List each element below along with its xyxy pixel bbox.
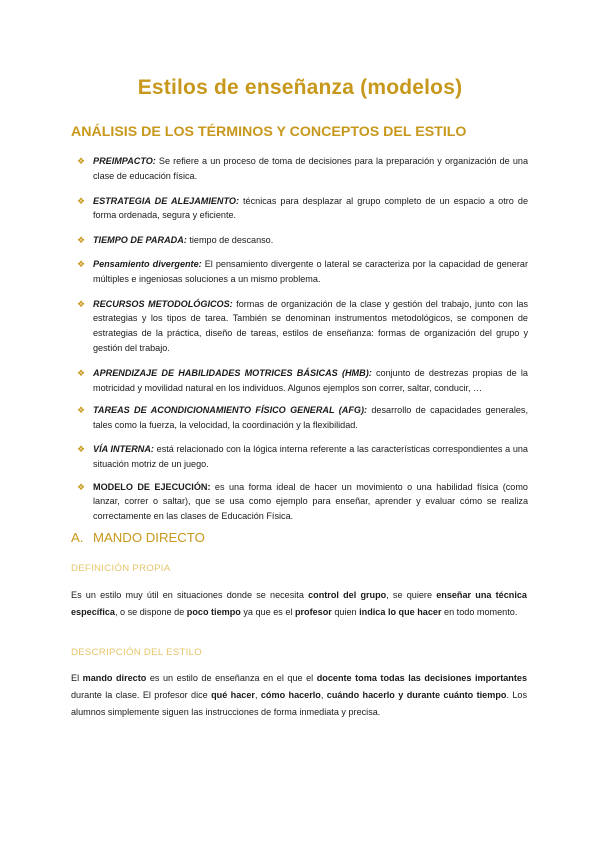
glossary-item (76, 442, 528, 472)
bold-run: docente toma todas las decisiones importantes (316, 673, 527, 683)
glossary-item (76, 366, 528, 396)
glossary-definition: está relacionado con la lógica interna referente a las características correspondientes a una situación motriz de un juego. (93, 443, 528, 469)
section-number: A. (71, 530, 84, 545)
text-run: durante la clase. El profesor dice (71, 690, 212, 701)
text-run: quien (331, 607, 360, 618)
subheading-definicion: DEFINICIÓN PROPIA (71, 563, 171, 574)
glossary-definition: formas de organización de la clase y gestión del trabajo, junto con las estrategias y los tipos de tarea. También se denominan instrumentos metodológicos, se componen de estrategias de la práctica, diseño de tareas, estilos de enseñanza: formas de organización del grupo y gestión del trabajo. (93, 298, 528, 353)
glossary-term: MODELO DE EJECUCIÓN: (93, 481, 211, 492)
bold-run: cómo hacerlo (260, 690, 321, 701)
glossary-item (76, 257, 528, 287)
glossary-term: Pensamiento divergente: (93, 258, 202, 269)
diamond-bullet-icon: ❖ (77, 258, 86, 269)
bold-run: qué hacer (211, 690, 255, 701)
glossary-item (76, 194, 528, 224)
bold-run: enseñar una técnica específica (71, 590, 527, 618)
section-heading-mando-directo (71, 530, 205, 545)
glossary-term: APRENDIZAJE DE HABILIDADES MOTRICES BÁSICAS (HMB): (93, 367, 372, 378)
glossary-term: ESTRATEGIA DE ALEJAMIENTO: (93, 195, 239, 206)
glossary-term: RECURSOS METODOLÓGICOS: (93, 298, 233, 309)
glossary-item (76, 297, 528, 356)
glossary-item (76, 154, 528, 184)
diamond-bullet-icon: ❖ (77, 298, 86, 309)
subheading-descripcion: DESCRIPCIÓN DEL ESTILO (71, 647, 202, 658)
diamond-bullet-icon: ❖ (77, 367, 86, 378)
diamond-bullet-icon: ❖ (77, 443, 86, 454)
diamond-bullet-icon: ❖ (77, 195, 86, 206)
text-run: , se quiere (386, 590, 437, 600)
section-heading-analysis: ANÁLISIS DE LOS TÉRMINOS Y CONCEPTOS DEL ESTILO (71, 124, 467, 140)
diamond-bullet-icon: ❖ (77, 156, 86, 166)
diamond-bullet-icon: ❖ (77, 405, 86, 416)
bold-run: poco tiempo (186, 607, 241, 618)
paragraph-definicion (71, 587, 527, 621)
glossary-item (76, 233, 528, 248)
diamond-bullet-icon: ❖ (77, 481, 86, 492)
glossary-definition: técnicas para desplazar al grupo completo de un espacio a otro de forma ordenada, segura y eficiente. (93, 195, 529, 221)
paragraph-descripcion (71, 670, 527, 722)
glossary-definition: El pensamiento divergente o lateral se caracteriza por la capacidad de generar múltiples e ingeniosas soluciones a un mismo problema. (93, 258, 528, 284)
text-run: Es un estilo muy útil en situaciones donde se necesita (71, 590, 309, 600)
glossary-list (76, 154, 528, 524)
glossary-term: TIEMPO DE PARADA: (93, 235, 187, 246)
glossary-term: TAREAS DE ACONDICIONAMIENTO FÍSICO GENERAL (AFG): (93, 405, 368, 416)
bold-run: mando directo (82, 673, 147, 683)
glossary-definition: tiempo de descanso. (186, 235, 274, 246)
glossary-item (76, 480, 528, 524)
glossary-definition: conjunto de destrezas propias de la motricidad y movilidad natural en los individuos. Algunos ejemplos son correr, saltar, conducir, … (93, 367, 528, 393)
glossary-definition: Se refiere a un proceso de toma de decisiones para la preparación y organización de una clase de educación física. (93, 156, 528, 181)
bold-run: profesor (294, 607, 332, 618)
glossary-term: VÍA INTERNA: (93, 443, 154, 454)
glossary-item (76, 403, 528, 433)
text-run: es un estilo de enseñanza en el que el (146, 673, 317, 683)
text-run: ya que es el (240, 607, 295, 618)
document-title: Estilos de enseñanza (modelos) (137, 76, 463, 99)
glossary-term: PREIMPACTO: (93, 156, 156, 166)
section-title: MANDO DIRECTO (93, 530, 205, 545)
glossary-definition: es una forma ideal de hacer un movimiento o una habilidad física (como lanzar, correr o saltar), que se usa como ejemplo para enseñar, aprender y evaluar cómo se realiza correctamente en las clases de Educación Física. (93, 481, 528, 522)
text-run: El (71, 673, 83, 683)
glossary-definition: desarrollo de capacidades generales, tales como la fuerza, la velocidad, la coordinación y la flexibilidad. (93, 405, 528, 431)
text-run: en todo momento. (441, 607, 518, 618)
text-run: , (254, 690, 261, 701)
text-run: . Los alumnos simplemente siguen las instrucciones de forma inmediata y precisa. (71, 690, 528, 718)
diamond-bullet-icon: ❖ (77, 235, 86, 246)
text-run: , o se dispone de (114, 607, 187, 618)
bold-run: cuándo hacerlo y durante cuánto tiempo (326, 690, 507, 701)
text-run: , (320, 690, 327, 701)
bold-run: control del grupo (308, 590, 387, 600)
bold-run: indica lo que hacer (359, 607, 442, 618)
